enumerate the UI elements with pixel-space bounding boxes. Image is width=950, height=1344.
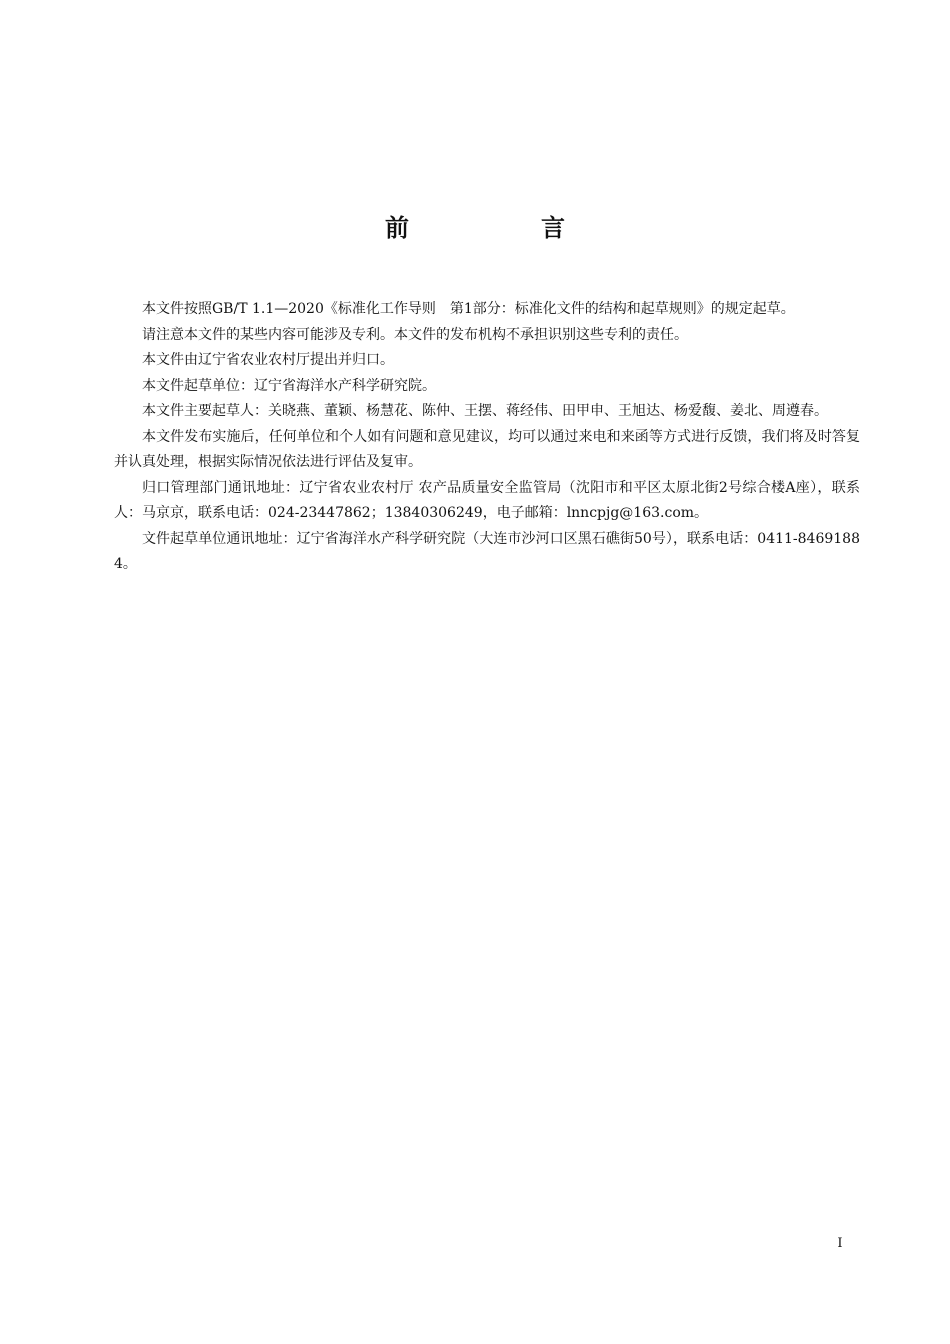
foreword-title: 前 言 [385, 214, 619, 242]
paragraph-proposer: 本文件由辽宁省农业农村厅提出并归口。 [142, 352, 394, 368]
paragraph-patent-notice: 请注意本文件的某些内容可能涉及专利。本文件的发布机构不承担识别这些专利的责任。 [142, 326, 688, 343]
foreword-body [114, 297, 860, 578]
paragraph-drafting-rules: 本文件按照GB/T 1.1—2020《标准化工作导则 第1部分：标准化文件的结构和起草规则》的规定起草。 [142, 301, 795, 317]
paragraph-administrative-contact: 归口管理部门通讯地址：辽宁省农业农村厅 农产品质量安全监管局（沈阳市和平区太原北街2号综合楼A座），联系人：马京京，联系电话：024-23447862；13840306249，电子邮箱：lnncpjg@163.com。 [114, 479, 860, 521]
paragraph-drafting-unit-contact: 文件起草单位通讯地址：辽宁省海洋水产科学研究院（大连市沙河口区黑石礁街50号），联系电话：0411-84691884。 [114, 530, 860, 572]
paragraph-drafting-unit: 本文件起草单位：辽宁省海洋水产科学研究院。 [142, 377, 436, 394]
page-number: I [837, 1236, 843, 1251]
paragraph-feedback: 本文件发布实施后，任何单位和个人如有问题和意见建议，均可以通过来电和来函等方式进行反馈，我们将及时答复并认真处理，根据实际情况依法进行评估及复审。 [114, 428, 860, 470]
paragraph-drafters: 本文件主要起草人：关晓燕、董颖、杨慧花、陈仲、王摆、蒋经伟、田甲申、王旭达、杨爱馥、姜北、周遵春。 [142, 403, 828, 419]
